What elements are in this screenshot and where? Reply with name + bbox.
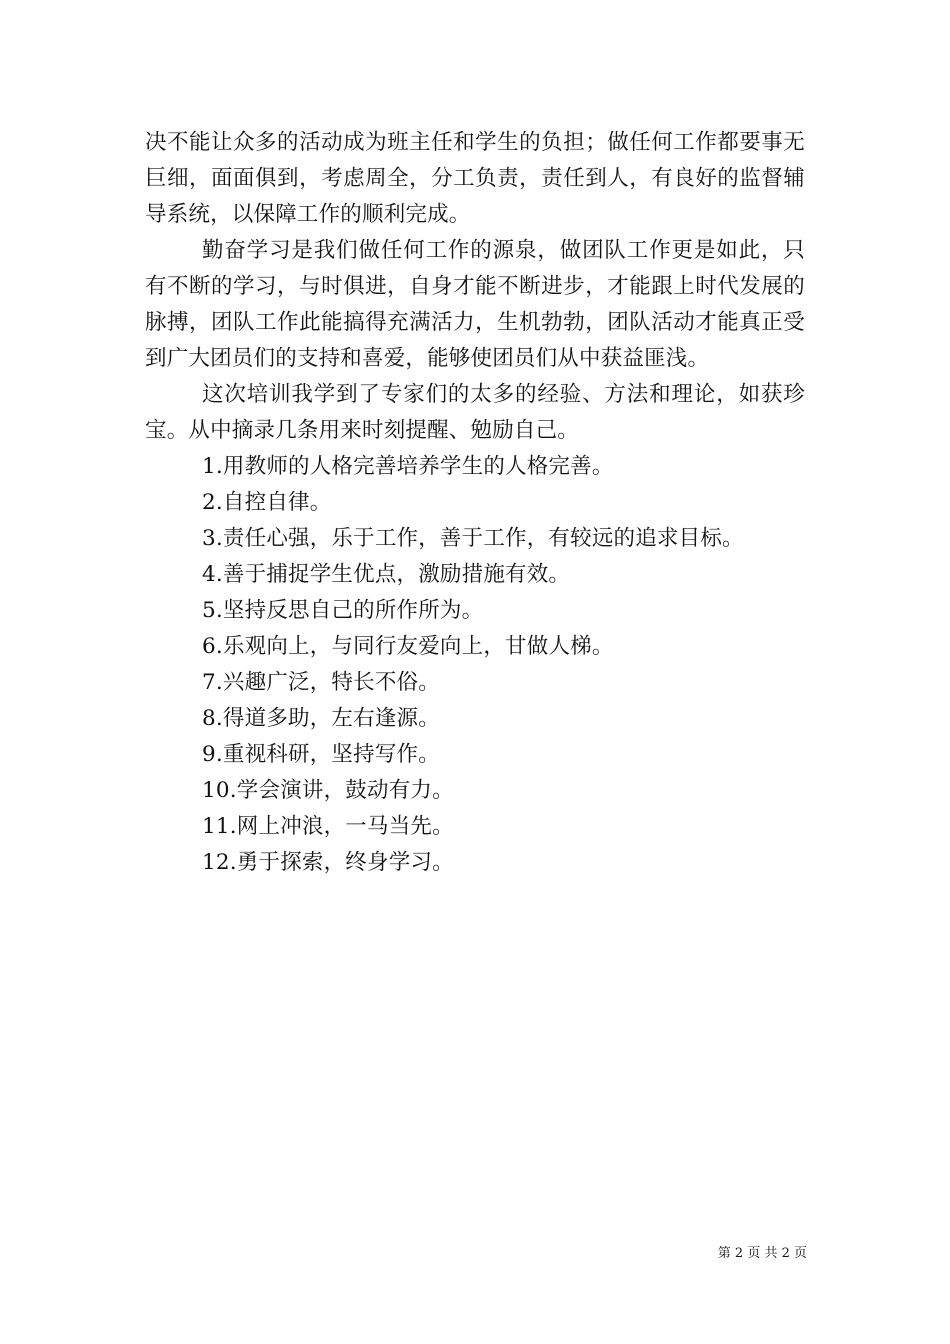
page-number-footer: 第 2 页 共 2 页 xyxy=(717,1246,807,1261)
paragraph-study: 勤奋学习是我们做任何工作的源泉，做团队工作更是如此，只有不断的学习，与时俱进，自身才能不断进步，才能跟上时代发展的脉搏，团队工作此能搞得充满活力，生机勃勃，团队活动才能真正受到广大团员们的支持和喜爱，能够使团员们从中获益匪浅。 xyxy=(145,238,805,371)
paragraph-continuation: 决不能让众多的活动成为班主任和学生的负担；做任何工作都要事无巨细，面面俱到，考虑周全，分工负责，责任到人，有良好的监督辅导系统，以保障工作的顺利完成。 xyxy=(145,130,805,227)
list-item: 4.善于捕捉学生优点，激励措施有效。 xyxy=(202,562,571,587)
principles-list xyxy=(145,449,805,881)
list-item: 12.勇于探索，终身学习。 xyxy=(202,850,454,875)
document-body xyxy=(145,125,805,881)
list-item: 6.乐观向上，与同行友爱向上，甘做人梯。 xyxy=(202,634,614,659)
list-item: 11.网上冲浪，一马当先。 xyxy=(202,814,454,839)
list-item: 1.用教师的人格完善培养学生的人格完善。 xyxy=(202,454,614,479)
list-item: 3.责任心强，乐于工作，善于工作，有较远的追求目标。 xyxy=(202,526,744,551)
list-item: 7.兴趣广泛，特长不俗。 xyxy=(202,670,440,695)
list-item: 8.得道多助，左右逢源。 xyxy=(202,706,440,731)
list-item: 2.自控自律。 xyxy=(202,490,332,515)
list-item: 5.坚持反思自己的所作所为。 xyxy=(202,598,484,623)
list-item: 9.重视科研，坚持写作。 xyxy=(202,742,440,767)
paragraph-training: 这次培训我学到了专家们的太多的经验、方法和理论，如获珍宝。从中摘录几条用来时刻提醒、勉励自己。 xyxy=(145,382,805,443)
list-item: 10.学会演讲，鼓动有力。 xyxy=(202,778,454,803)
